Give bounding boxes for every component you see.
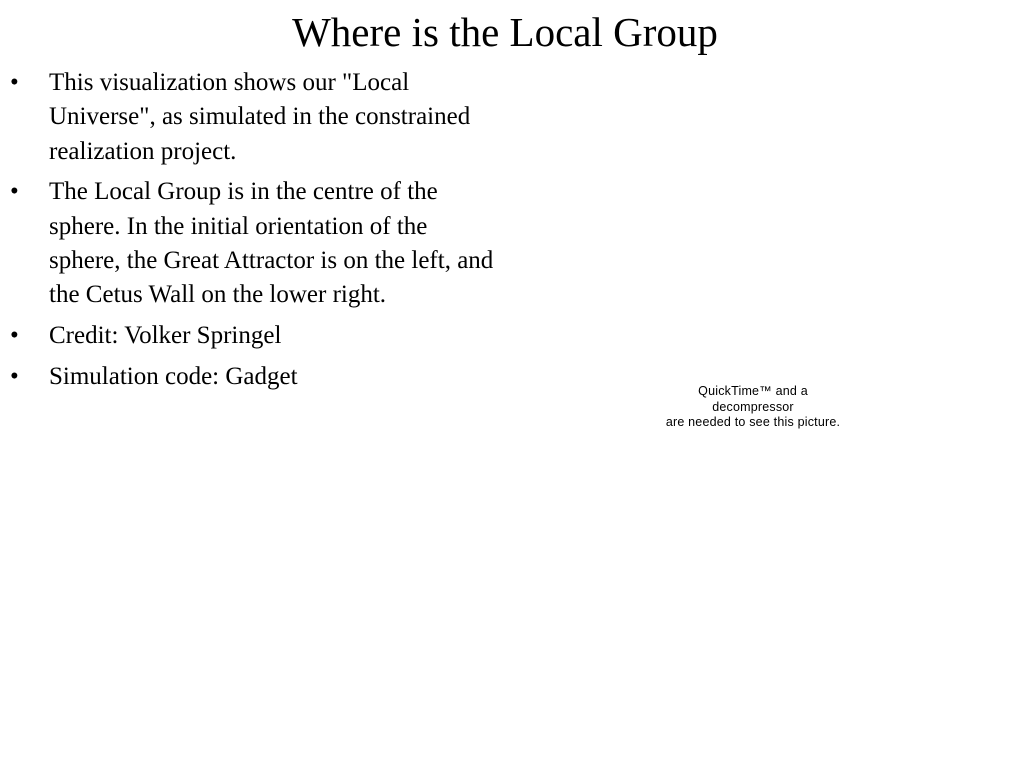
bullet-item-local-group	[0, 175, 500, 312]
bullet-icon: •	[10, 178, 19, 206]
bullet-item-visualization	[0, 66, 500, 169]
bullet-text: This visualization shows our "Local Universe", as simulated in the constrained realization project.	[49, 69, 471, 165]
bullet-text: Simulation code: Gadget	[49, 362, 298, 390]
placeholder-line-1: QuickTime™ and a	[698, 384, 808, 398]
placeholder-line-2: decompressor	[712, 399, 794, 414]
bullet-icon: •	[10, 322, 19, 350]
bullet-text: The Local Group is in the centre of the sphere. In the initial orientation of the sphere, the Great Attractor is on the left, and the Cetus Wall on the lower right.	[49, 178, 494, 309]
bullet-item-simulation-code	[0, 360, 500, 394]
bullet-icon: •	[10, 69, 19, 96]
quicktime-movie-placeholder[interactable]	[630, 384, 876, 431]
slide-title: Where is the Local Group	[292, 9, 718, 55]
bullet-item-credit	[0, 319, 500, 353]
placeholder-line-3: are needed to see this picture.	[665, 415, 841, 429]
bullet-icon: •	[10, 362, 19, 390]
bullet-list	[0, 66, 500, 401]
bullet-text: Credit: Volker Springel	[49, 322, 282, 350]
